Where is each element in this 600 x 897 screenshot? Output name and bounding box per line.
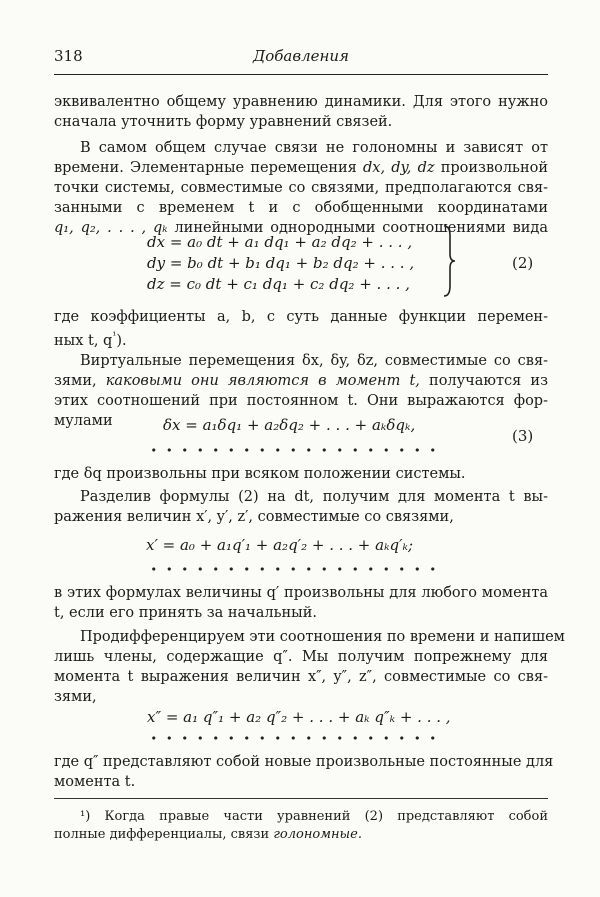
text-line: зями, xyxy=(54,689,97,705)
text-line: времени. Элементарные перемещения dx, dy, dz произвольной xyxy=(54,160,549,176)
text-line: занными с временем t и с обобщенными координатами xyxy=(54,200,548,216)
dotted-line xyxy=(146,735,446,741)
footnote-line: полные дифференциалы, связи голономные. xyxy=(54,827,362,842)
text-line: мулами xyxy=(54,413,113,429)
equation-dy: dy = b₀ dt + b₁ dq₁ + b₂ dq₂ + . . . , xyxy=(147,254,415,272)
text-line: в этих формулах величины q′ произвольны для любого момента xyxy=(54,585,548,601)
text-line: ражения величин x′, y′, z′, совместимые со связями, xyxy=(54,509,454,525)
text-line: где δq произвольны при всяком положении системы. xyxy=(54,466,466,482)
text-line: этих соотношений при постоянном t. Они выражаются фор- xyxy=(54,393,548,409)
page-header xyxy=(54,47,548,71)
equation-number-3: (3) xyxy=(512,427,534,445)
footnote-line: ¹) Когда правые части уравнений (2) представляют собой xyxy=(80,809,548,824)
text-line: где коэффициенты a, b, c суть данные функции перемен- xyxy=(54,309,548,325)
text-line: эквивалентно общему уравнению динамики. Для этого нужно xyxy=(54,94,548,110)
text-line: сначала уточнить форму уравнений связей. xyxy=(54,114,393,130)
text-line: В самом общем случае связи не голономны и зависят от xyxy=(80,140,548,156)
text-line: точки системы, совместимые со связями, предполагаются свя- xyxy=(54,180,548,196)
text-line: зями, каковыми они являются в момент t, получаются из xyxy=(54,373,549,389)
text-line: q₁, q₂, . . . , qₖ линейными однородными соотношениями вида xyxy=(54,220,549,236)
text-line: ных t, $q^{^1}$). xyxy=(54,331,127,349)
equation-x-prime: x′ = a₀ + a₁q′₁ + a₂q′₂ + . . . + aₖq′ₖ; xyxy=(146,536,414,554)
running-title: Добавления xyxy=(253,47,349,65)
footnote-rule xyxy=(54,798,548,799)
text-line: Продифференцируем эти соотношения по времени и напишем xyxy=(80,629,565,645)
text-line: лишь члены, содержащие q″. Мы получим попрежнему для xyxy=(54,649,548,665)
equation-x-double-prime: x″ = a₁ q″₁ + a₂ q″₂ + . . . + aₖ q″ₖ + . . . , xyxy=(147,708,451,726)
dotted-line xyxy=(146,447,446,453)
text-line: момента t выражения величин x″, y″, z″, совместимые со свя- xyxy=(54,669,548,685)
header-rule xyxy=(54,74,548,75)
equation-delta-x: δx = a₁δq₁ + a₂δq₂ + . . . + aₖδqₖ, xyxy=(163,416,416,434)
text-line: t, если его принять за начальный. xyxy=(54,605,317,621)
page-number: 318 xyxy=(54,47,83,65)
right-brace xyxy=(442,224,456,298)
equation-dz: dz = c₀ dt + c₁ dq₁ + c₂ dq₂ + . . . , xyxy=(147,275,410,293)
text-line: момента t. xyxy=(54,774,136,790)
equation-dx: dx = a₀ dt + a₁ dq₁ + a₂ dq₂ + . . . , xyxy=(147,233,413,251)
dotted-line xyxy=(146,566,441,572)
equation-number-2: (2) xyxy=(512,254,534,272)
text-line: Виртуальные перемещения δx, δy, δz, совместимые со свя- xyxy=(80,353,548,369)
text-line: где q″ представляют собой новые произвольные постоянные для xyxy=(54,754,554,770)
text-line: Разделив формулы (2) на dt, получим для момента t вы- xyxy=(80,489,548,505)
